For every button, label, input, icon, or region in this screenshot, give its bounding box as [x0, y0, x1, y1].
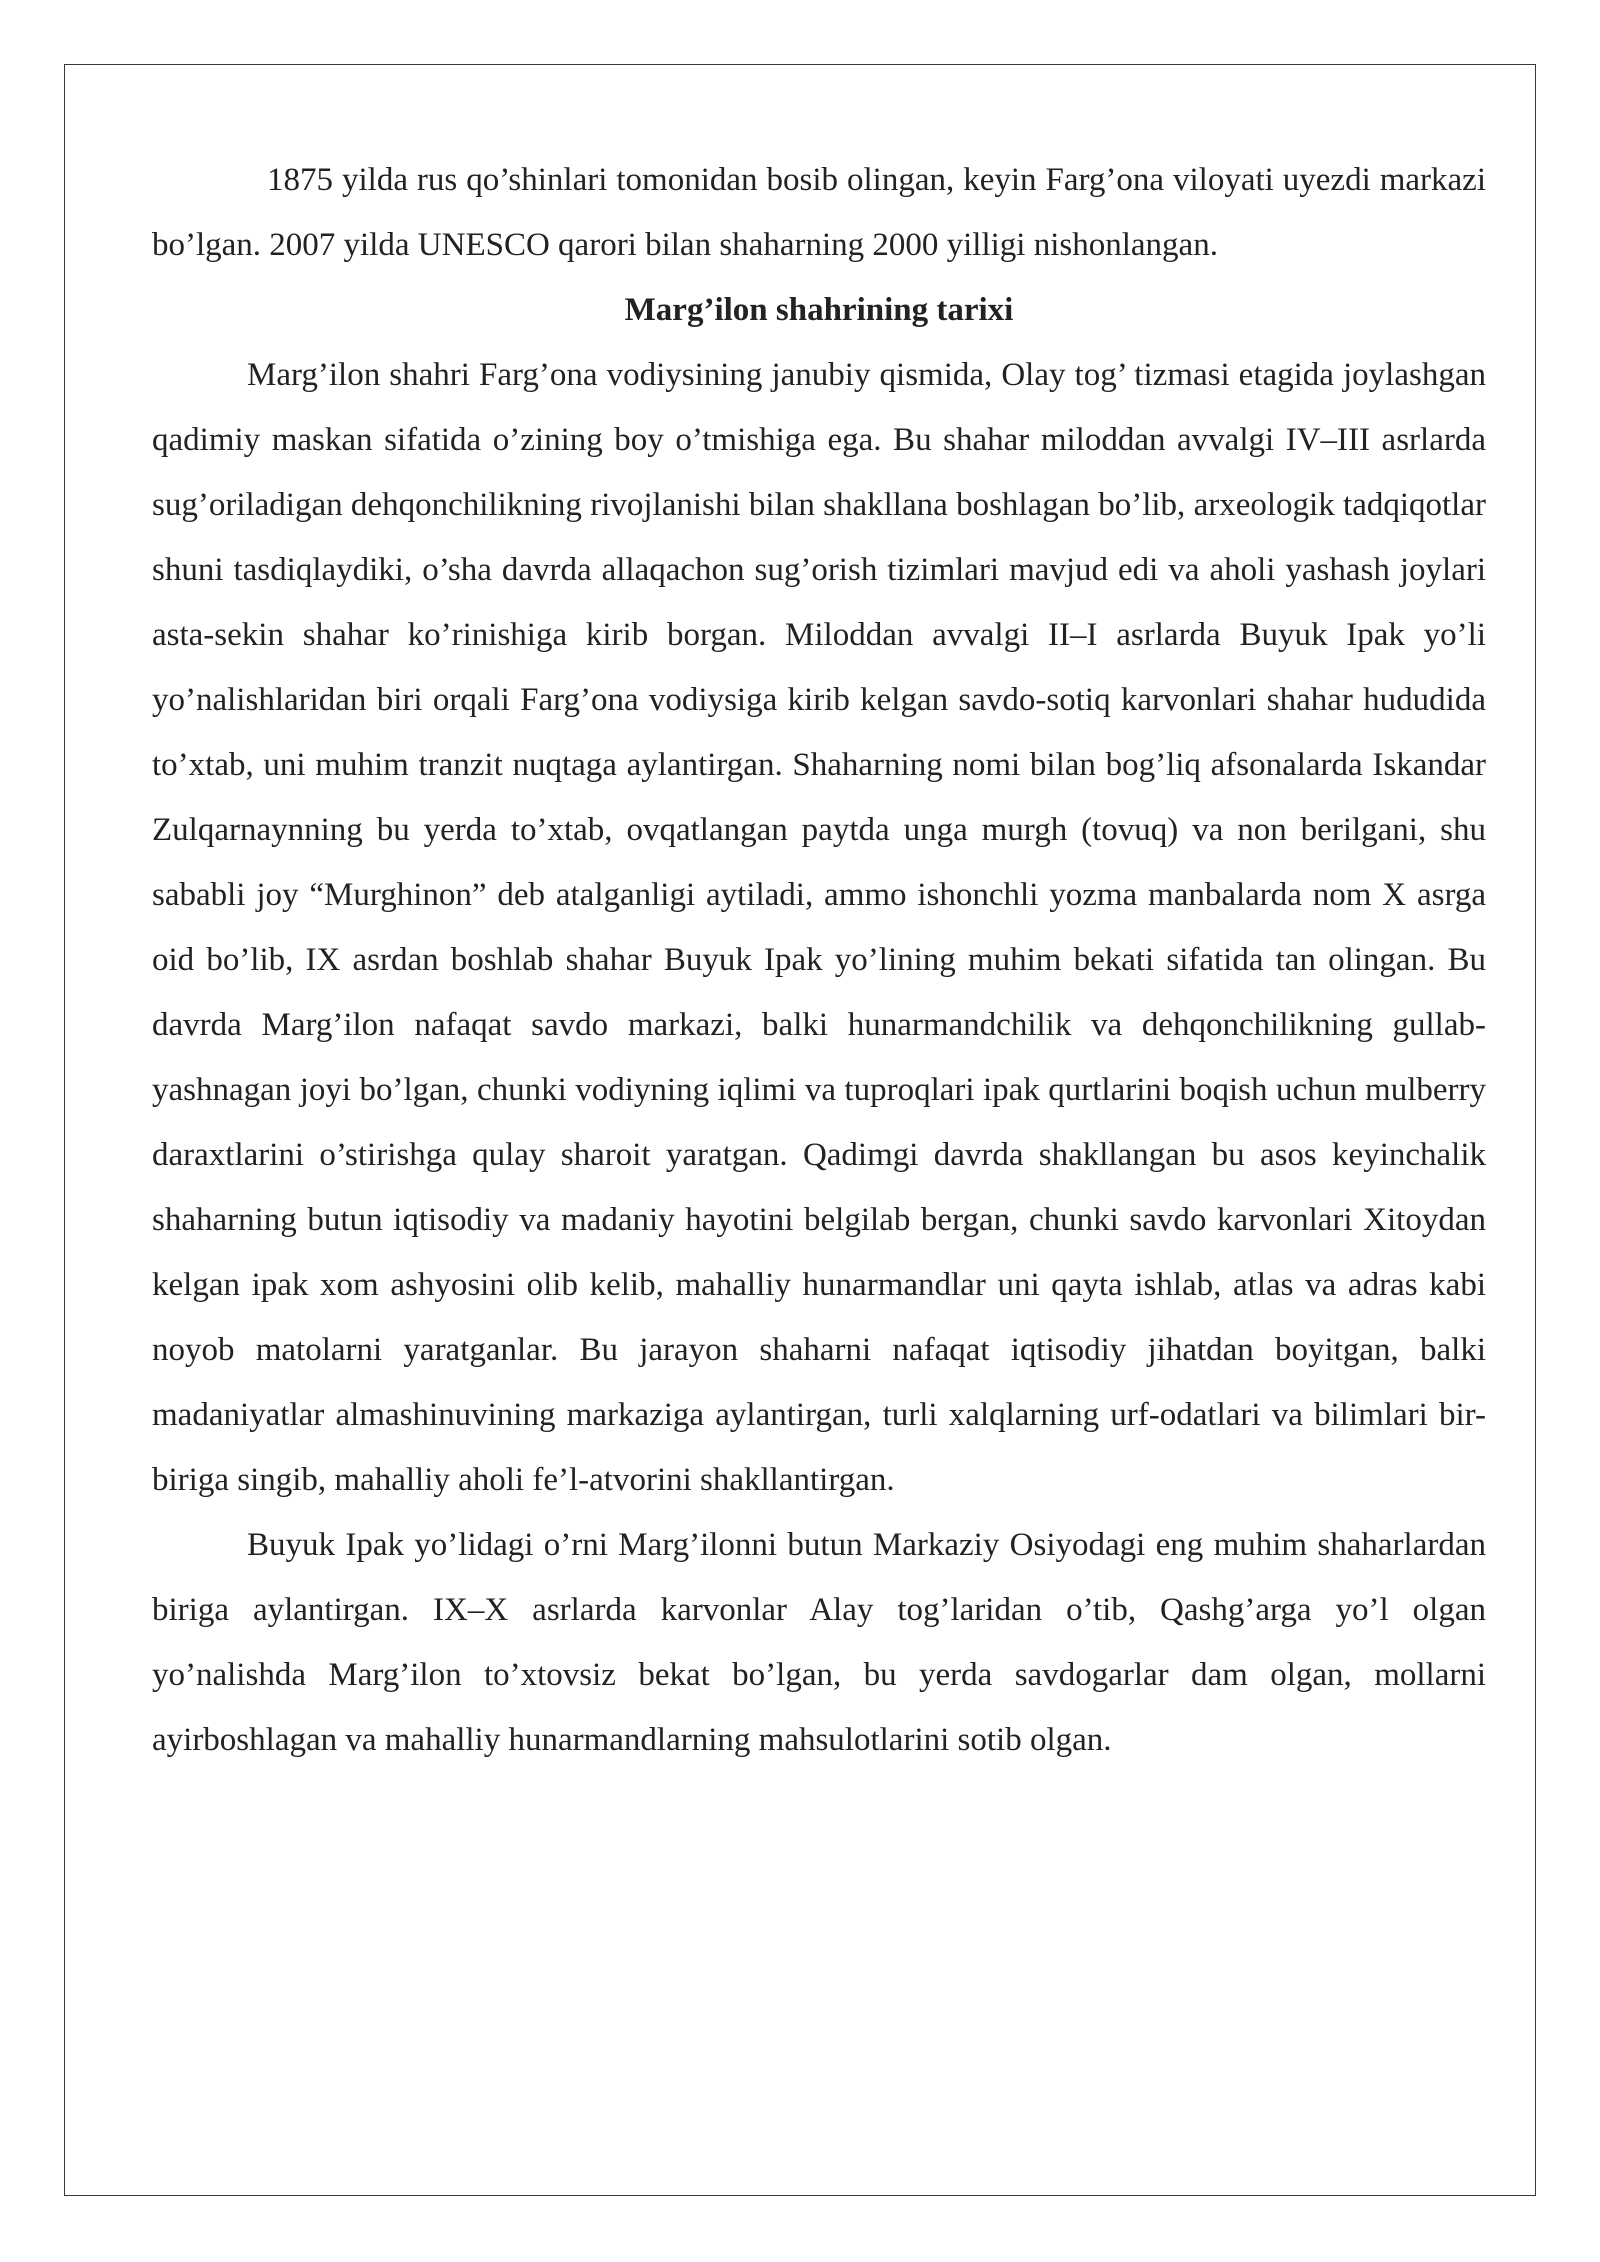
- history-paragraph-1: Marg’ilon shahri Farg’ona vodiysining janubiy qismida, Olay tog’ tizmasi etagida joylashgan qadimiy maskan sifatida o’zining boy o’tmishiga ega. Bu shahar miloddan avvalgi IV–III asrlarda sug’oriladigan dehqonchilikning rivojlanishi bilan shakllana boshlagan bo’lib, arxeologik tadqiqotlar shuni tasdiqlaydiki, o’sha davrda allaqachon sug’orish tizimlari mavjud edi va aholi yashash joylari asta-sekin shahar ko’rinishiga kirib borgan. Miloddan avvalgi II–I asrlarda Buyuk Ipak yo’li yo’nalishlaridan biri orqali Farg’ona vodiysiga kirib kelgan savdo-sotiq karvonlari shahar hududida to’xtab, uni muhim tranzit nuqtaga aylantirgan. Shaharning nomi bilan bog’liq afsonalarda Iskandar Zulqarnaynning bu yerda to’xtab, ovqatlangan paytda unga murgh (tovuq) va non berilgani, shu sababli joy “Murghinon” deb atalganligi aytiladi, ammo ishonchli yozma manbalarda nom X asrga oid bo’lib, IX asrdan boshlab shahar Buyuk Ipak yo’lining muhim bekati sifatida tan olingan. Bu davrda Marg’ilon nafaqat savdo markazi, balki hunarmandchilik va dehqonchilikning gullab-yashnagan joyi bo’lgan, chunki vodiyning iqlimi va tuproqlari ipak qurtlarini boqish uchun mulberry daraxtlarini o’stirishga qulay sharoit yaratgan. Qadimgi davrda shakllangan bu asos keyinchalik shaharning butun iqtisodiy va madaniy hayotini belgilab bergan, chunki savdo karvonlari Xitoydan kelgan ipak xom ashyosini olib kelib, mahalliy hunarmandlar uni qayta ishlab, atlas va adras kabi noyob matolarni yaratganlar. Bu jarayon shaharni nafaqat iqtisodiy jihatdan boyitgan, balki madaniyatlar almashinuvining markaziga aylantirgan, turli xalqlarning urf-odatlari va bilimlari bir-biriga singib, mahalliy aholi fe’l-atvorini shakllantirgan.: [152, 357, 1486, 1498]
- section-title: Marg’ilon shahrining tarixi: [624, 292, 1014, 328]
- intro-paragraph: 1875 yilda rus qo’shinlari tomonidan bosib olingan, keyin Farg’ona viloyati uyezdi markazi bo’lgan. 2007 yilda UNESCO qarori bilan shaharning 2000 yilligi nishonlangan.: [152, 162, 1486, 263]
- history-paragraph-2: Buyuk Ipak yo’lidagi o’rni Marg’ilonni butun Markaziy Osiyodagi eng muhim shaharlardan biriga aylantirgan. IX–X asrlarda karvonlar Alay tog’laridan o’tib, Qashg’arga yo’l olgan yo’nalishda Marg’ilon to’xtovsiz bekat bo’lgan, bu yerda savdogarlar dam olgan, mollarni ayirboshlagan va mahalliy hunarmandlarning mahsulotlarini sotib olgan.: [152, 1527, 1486, 1758]
- document-body: [152, 148, 1486, 1773]
